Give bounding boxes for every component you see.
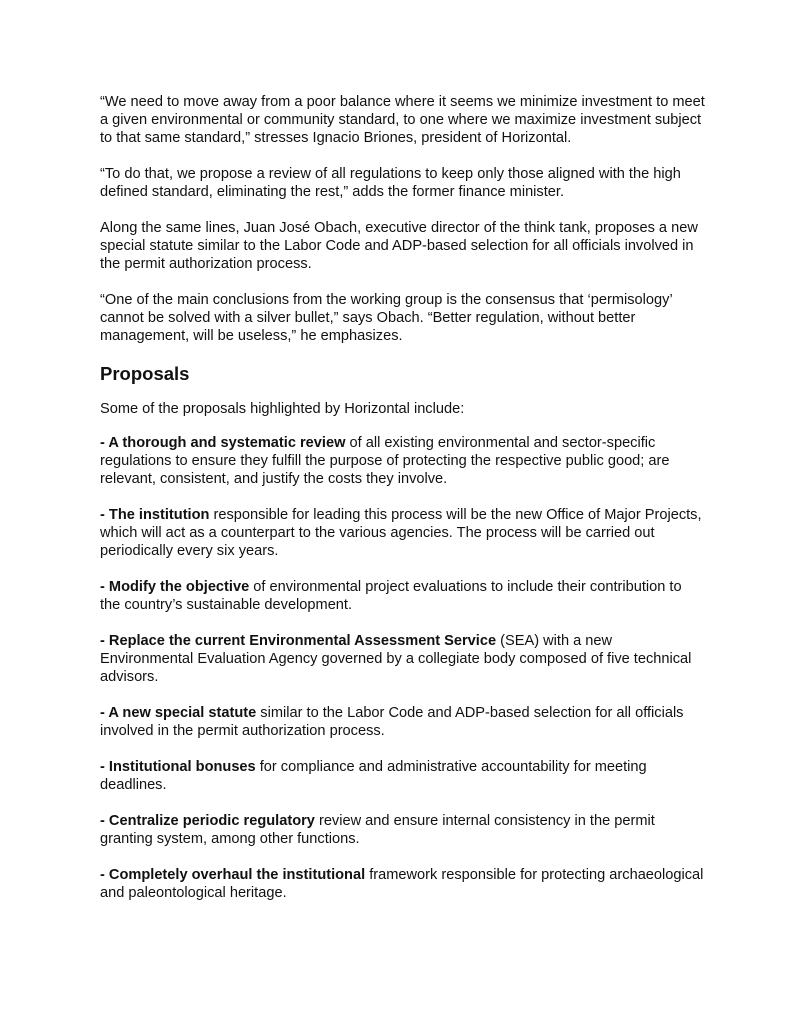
proposal-item-text: of all existing environmental and sector-specific regulations to ensure they fulfill the purpose of protecting the respective public good; are relevant, consistent, and justify the costs they involve.: [100, 435, 670, 487]
proposal-item: [100, 632, 705, 686]
proposal-item-title: - Institutional bonuses: [100, 759, 256, 775]
proposal-item-title: - Completely overhaul the institutional: [100, 867, 366, 883]
proposal-item-text: (SEA) with a new Environmental Evaluation Agency governed by a collegiate body composed of five technical advisors.: [100, 633, 692, 685]
proposal-item: [100, 812, 705, 848]
section-intro: Some of the proposals highlighted by Horizontal include:: [100, 401, 465, 417]
proposal-item: [100, 434, 705, 488]
paragraph-review-quote: “To do that, we propose a review of all regulations to keep only those aligned with the high defined standard, eliminating the rest,” adds the former finance minister.: [100, 166, 681, 200]
proposal-item-title: - A thorough and systematic review: [100, 435, 346, 451]
proposal-item-text: similar to the Labor Code and ADP-based selection for all officials involved in the permit authorization process.: [100, 705, 684, 739]
document-page: [100, 93, 705, 920]
proposal-item: [100, 758, 705, 794]
proposal-item-text: for compliance and administrative accountability for meeting deadlines.: [100, 759, 647, 793]
proposal-item-title: - Centralize periodic regulatory: [100, 813, 315, 829]
paragraph-obach-statute: Along the same lines, Juan José Obach, executive director of the think tank, proposes a new special statute similar to the Labor Code and ADP-based selection for all officials involved in the permit authorization process.: [100, 220, 698, 272]
paragraph-briones-quote: “We need to move away from a poor balance where it seems we minimize investment to meet a given environmental or community standard, to one where we maximize investment subject to that same standard,” stresses Ignacio Briones, president of Horizontal.: [100, 94, 705, 146]
proposal-item-text: review and ensure internal consistency in the permit granting system, among other functions.: [100, 813, 655, 847]
proposal-item-text: framework responsible for protecting archaeological and paleontological heritage.: [100, 867, 704, 901]
proposal-item: [100, 866, 705, 902]
proposal-item: [100, 704, 705, 740]
proposal-item-title: - A new special statute: [100, 705, 257, 721]
proposal-item-title: - The institution: [100, 507, 210, 523]
proposal-item-text: of environmental project evaluations to include their contribution to the country’s sustainable development.: [100, 579, 682, 613]
proposal-item-title: - Replace the current Environmental Assessment Service: [100, 633, 497, 649]
section-heading: Proposals: [100, 363, 190, 384]
paragraph-obach-quote: “One of the main conclusions from the working group is the consensus that ‘permisology’ cannot be solved with a silver bullet,” says Obach. “Better regulation, without better management, will be useless,” he emphasizes.: [100, 292, 673, 344]
proposal-item: [100, 578, 705, 614]
proposal-item: [100, 506, 705, 560]
proposal-item-text: responsible for leading this process will be the new Office of Major Projects, which will act as a counterpart to the various agencies. The process will be carried out periodically every six years.: [100, 507, 702, 559]
proposal-item-title: - Modify the objective: [100, 579, 250, 595]
